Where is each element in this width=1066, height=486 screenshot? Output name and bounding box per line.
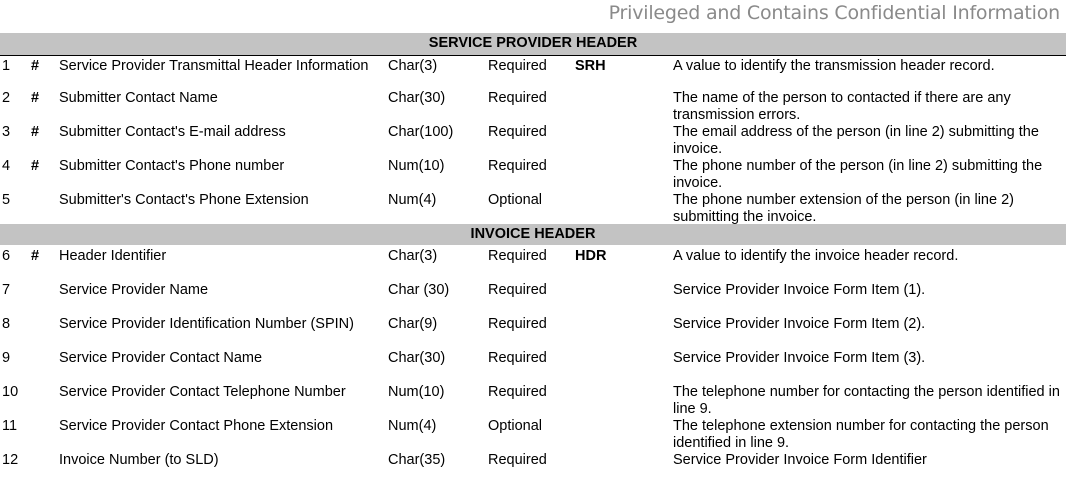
field-description: The name of the person to contacted if there are any transmission errors. bbox=[673, 90, 1011, 123]
key-marker: # bbox=[31, 158, 40, 174]
field-value: HDR bbox=[575, 248, 607, 264]
row-number: 5 bbox=[2, 192, 11, 208]
row-number: 6 bbox=[2, 248, 11, 264]
row-number: 3 bbox=[2, 124, 11, 140]
field-name: Service Provider Contact Phone Extension bbox=[59, 418, 334, 434]
field-type: Num(4) bbox=[388, 192, 437, 208]
field-type: Char (30) bbox=[388, 282, 450, 298]
field-name: Header Identifier bbox=[59, 248, 167, 264]
field-type: Char(30) bbox=[388, 90, 446, 106]
field-name: Service Provider Contact Name bbox=[59, 350, 263, 366]
field-description: The phone number extension of the person (in line 2) submitting the invoice. bbox=[673, 192, 1014, 225]
table-row bbox=[0, 452, 1066, 486]
field-name: Submitter's Contact's Phone Extension bbox=[59, 192, 309, 208]
table-row bbox=[0, 158, 1066, 192]
field-requirement: Required bbox=[488, 124, 547, 140]
field-type: Char(30) bbox=[388, 350, 446, 366]
field-requirement: Required bbox=[488, 384, 547, 400]
field-type: Num(10) bbox=[388, 158, 445, 174]
field-value: SRH bbox=[575, 58, 606, 74]
field-name: Service Provider Contact Telephone Number bbox=[59, 384, 346, 400]
field-type: Num(10) bbox=[388, 384, 445, 400]
field-type: Char(9) bbox=[388, 316, 438, 332]
field-name: Submitter Contact Name bbox=[59, 90, 218, 106]
key-marker: # bbox=[31, 58, 40, 74]
field-requirement: Required bbox=[488, 350, 547, 366]
field-name: Service Provider Transmittal Header Information bbox=[59, 58, 369, 74]
field-requirement: Required bbox=[488, 58, 547, 74]
field-requirement: Required bbox=[488, 248, 547, 264]
field-requirement: Optional bbox=[488, 418, 543, 434]
field-name: Service Provider Name bbox=[59, 282, 209, 298]
field-name: Submitter Contact's Phone number bbox=[59, 158, 285, 174]
row-number: 2 bbox=[2, 90, 11, 106]
confidentiality-banner: Privileged and Contains Confidential Information bbox=[608, 2, 1060, 24]
field-requirement: Required bbox=[488, 282, 547, 298]
key-marker: # bbox=[31, 124, 40, 140]
row-number: 4 bbox=[2, 158, 11, 174]
row-number: 9 bbox=[2, 350, 11, 366]
field-description: Service Provider Invoice Form Item (1). bbox=[673, 282, 926, 298]
field-requirement: Optional bbox=[488, 192, 543, 208]
row-number: 10 bbox=[2, 384, 19, 400]
field-requirement: Required bbox=[488, 316, 547, 332]
field-type: Num(4) bbox=[388, 418, 437, 434]
row-number: 11 bbox=[2, 418, 18, 434]
section-header-invoice: INVOICE HEADER bbox=[0, 224, 1066, 245]
table-row bbox=[0, 418, 1066, 452]
field-description: The telephone extension number for contacting the person identified in line 9. bbox=[673, 418, 1049, 451]
row-number: 8 bbox=[2, 316, 11, 332]
field-type: Char(100) bbox=[388, 124, 454, 140]
field-description: A value to identify the transmission header record. bbox=[673, 58, 995, 74]
table-row bbox=[0, 316, 1066, 350]
field-requirement: Required bbox=[488, 158, 547, 174]
field-requirement: Required bbox=[488, 452, 547, 468]
field-type: Char(35) bbox=[388, 452, 446, 468]
field-description: A value to identify the invoice header record. bbox=[673, 248, 959, 264]
field-type: Char(3) bbox=[388, 248, 438, 264]
key-marker: # bbox=[31, 90, 40, 106]
field-type: Char(3) bbox=[388, 58, 438, 74]
field-name: Invoice Number (to SLD) bbox=[59, 452, 219, 468]
key-marker: # bbox=[31, 248, 40, 264]
row-number: 12 bbox=[2, 452, 19, 468]
table-row bbox=[0, 248, 1066, 282]
table-row bbox=[0, 192, 1066, 226]
table-row bbox=[0, 58, 1066, 92]
row-number: 7 bbox=[2, 282, 11, 298]
field-requirement: Required bbox=[488, 90, 547, 106]
table-row bbox=[0, 124, 1066, 158]
table-row bbox=[0, 384, 1066, 418]
section-header-service-provider: SERVICE PROVIDER HEADER bbox=[0, 33, 1066, 56]
row-number: 1 bbox=[2, 58, 11, 74]
field-description: Service Provider Invoice Form Item (3). bbox=[673, 350, 926, 366]
table-row bbox=[0, 90, 1066, 124]
field-name: Service Provider Identification Number (SPIN) bbox=[59, 316, 354, 332]
field-description: Service Provider Invoice Form Identifier bbox=[673, 452, 927, 468]
field-description: The phone number of the person (in line 2) submitting the invoice. bbox=[673, 158, 1043, 191]
field-description: Service Provider Invoice Form Item (2). bbox=[673, 316, 926, 332]
field-description: The telephone number for contacting the person identified in line 9. bbox=[673, 384, 1060, 417]
table-row bbox=[0, 350, 1066, 384]
field-description: The email address of the person (in line 2) submitting the invoice. bbox=[673, 124, 1039, 157]
table-row bbox=[0, 282, 1066, 316]
field-name: Submitter Contact's E-mail address bbox=[59, 124, 286, 140]
